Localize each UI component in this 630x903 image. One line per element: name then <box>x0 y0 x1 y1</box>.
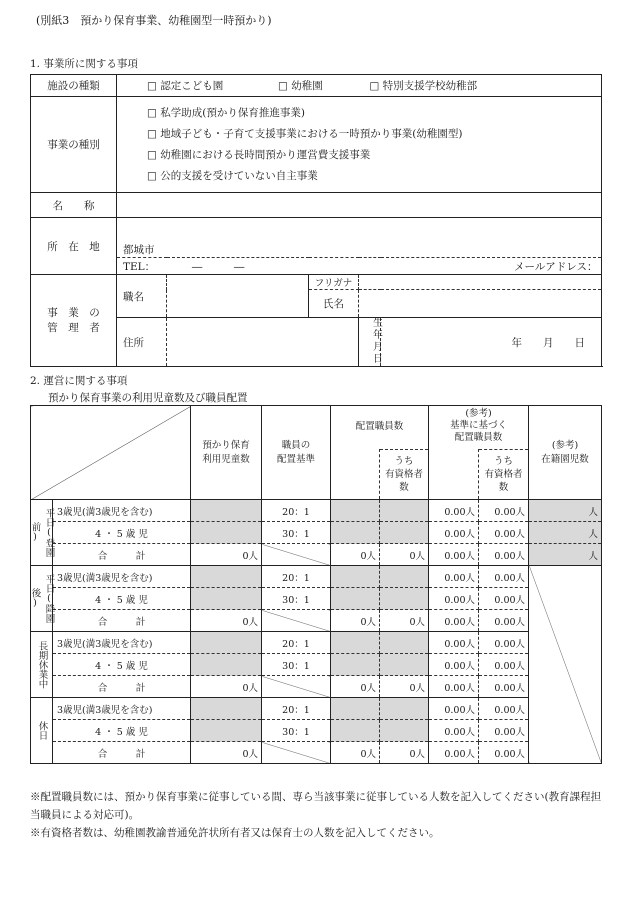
staff-count[interactable] <box>331 698 380 720</box>
staff-ratio: 20：1 <box>262 698 331 720</box>
row-label: 合 計 <box>53 676 191 698</box>
form-header: (別紙3 預かり保育事業、幼稚園型一時預かり) <box>36 14 272 27</box>
business-type-options <box>117 97 602 193</box>
children-count[interactable] <box>191 588 262 610</box>
facility-type-options[interactable] <box>117 75 602 97</box>
children-count[interactable]: 0人 <box>191 742 262 764</box>
residence-label: 住所 <box>117 318 167 367</box>
manager-label: 事 業 の 管 理 者 <box>31 275 117 367</box>
ref-staff: 0.00人 <box>429 500 479 522</box>
business-type-3[interactable]: □ 公的支援を受けていない自主事業 <box>147 169 318 182</box>
table-row <box>31 566 602 588</box>
business-type-0[interactable]: □ 私学助成(預かり保育推進事業) <box>147 106 305 119</box>
person-name-label: 氏名 <box>309 290 359 318</box>
staff-ratio: 20：1 <box>262 566 331 588</box>
header-ref-qualified: うち 有資格者 数 <box>479 450 529 500</box>
children-count[interactable]: 0人 <box>191 610 262 632</box>
header-staff: 配置職員数 <box>331 406 429 450</box>
facility-type-special[interactable]: □ 特別支援学校幼稚部 <box>369 80 478 92</box>
children-count[interactable]: 0人 <box>191 676 262 698</box>
group-label: 平日(降園後) <box>31 566 53 632</box>
ref-qualified: 0.00人 <box>479 632 529 654</box>
table-row <box>31 610 602 632</box>
birth-label: 生年 月日 <box>359 318 381 367</box>
email-label: メールアドレス： <box>359 258 602 275</box>
qualified-count[interactable]: 0人 <box>380 742 429 764</box>
header-ratio: 職員の 配置基準 <box>262 406 331 500</box>
row-label: 合 計 <box>53 742 191 764</box>
ref-staff: 0.00人 <box>429 566 479 588</box>
address-field[interactable]: 都城市 <box>117 218 602 258</box>
residence-field[interactable] <box>167 318 359 367</box>
staff-count[interactable] <box>331 522 380 544</box>
header-children: 預かり保育 利用児童数 <box>191 406 262 500</box>
row-label: 3歳児(満3歳児を含む) <box>53 698 191 720</box>
ref-staff: 0.00人 <box>429 544 479 566</box>
note-2: ※有資格者数は、幼稚園教諭普通免許状所有者又は保育士の人数を記入してください。 <box>30 827 440 839</box>
person-name-field[interactable] <box>359 290 602 318</box>
staff-count[interactable]: 0人 <box>331 544 380 566</box>
ref-staff: 0.00人 <box>429 610 479 632</box>
row-label: 3歳児(満3歳児を含む) <box>53 500 191 522</box>
row-label: 4 ・ 5 歳 児 <box>53 522 191 544</box>
enrolled-na <box>529 566 602 764</box>
children-count[interactable] <box>191 654 262 676</box>
facility-type-label: 施設の種類 <box>31 75 117 97</box>
ref-qualified: 0.00人 <box>479 566 529 588</box>
qualified-count[interactable] <box>380 720 429 742</box>
staff-ratio: 20：1 <box>262 500 331 522</box>
enrolled-count[interactable]: 人 <box>529 500 602 522</box>
ref-qualified: 0.00人 <box>479 610 529 632</box>
ref-qualified: 0.00人 <box>479 588 529 610</box>
children-count[interactable]: 0人 <box>191 544 262 566</box>
ref-staff: 0.00人 <box>429 720 479 742</box>
staff-count[interactable] <box>331 588 380 610</box>
children-count[interactable] <box>191 720 262 742</box>
ref-staff: 0.00人 <box>429 676 479 698</box>
enrolled-count[interactable]: 人 <box>529 522 602 544</box>
children-count[interactable] <box>191 566 262 588</box>
children-count[interactable] <box>191 500 262 522</box>
ref-staff: 0.00人 <box>429 742 479 764</box>
row-label: 合 計 <box>53 544 191 566</box>
qualified-count[interactable] <box>380 566 429 588</box>
ref-qualified: 0.00人 <box>479 522 529 544</box>
business-type-label: 事業の種別 <box>31 97 117 193</box>
facility-type-kindergarten[interactable]: □ 幼稚園 <box>277 80 323 92</box>
name-label: 名 称 <box>31 193 117 218</box>
name-field[interactable] <box>117 193 602 218</box>
qualified-count[interactable] <box>380 500 429 522</box>
staff-count[interactable] <box>331 654 380 676</box>
table-row <box>31 522 602 544</box>
section2-subtitle: 預かり保育事業の利用児童数及び職員配置 <box>48 392 248 404</box>
furigana-label: フリガナ <box>309 275 359 290</box>
staff-ratio: 30：1 <box>262 522 331 544</box>
group-label: 平日(登園前) <box>31 500 53 566</box>
ref-qualified: 0.00人 <box>479 654 529 676</box>
table-row <box>31 588 602 610</box>
section2-title: 2. 運営に関する事項 <box>30 375 128 387</box>
staff-count[interactable]: 0人 <box>331 676 380 698</box>
enrolled-count[interactable]: 人 <box>529 544 602 566</box>
ref-staff: 0.00人 <box>429 588 479 610</box>
staff-count[interactable] <box>331 632 380 654</box>
header-qualified: うち 有資格者 数 <box>380 450 429 500</box>
row-label: 4 ・ 5 歳 児 <box>53 588 191 610</box>
row-label: 合 計 <box>53 610 191 632</box>
table-row <box>31 654 602 676</box>
staff-count[interactable]: 0人 <box>331 742 380 764</box>
staff-count[interactable] <box>331 566 380 588</box>
staff-count[interactable] <box>331 720 380 742</box>
qualified-count[interactable] <box>380 698 429 720</box>
table-row <box>31 742 602 764</box>
table-row <box>31 720 602 742</box>
staff-ratio: 30：1 <box>262 720 331 742</box>
staff-count[interactable]: 0人 <box>331 610 380 632</box>
note-1: ※配置職員数には、預かり保育事業に従事している間、専ら当該事業に従事している人数を記入してください(教育課程担当職員による対応可)。 <box>30 791 602 821</box>
ref-staff: 0.00人 <box>429 522 479 544</box>
qualified-count[interactable] <box>380 654 429 676</box>
ref-staff: 0.00人 <box>429 698 479 720</box>
qualified-count[interactable]: 0人 <box>380 610 429 632</box>
position-field[interactable] <box>167 275 309 318</box>
header-enrolled: (参考) 在籍園児数 <box>529 406 602 500</box>
staff-ratio: 30：1 <box>262 588 331 610</box>
table-row <box>31 676 602 698</box>
staff-ratio <box>262 742 331 764</box>
qualified-count[interactable] <box>380 522 429 544</box>
children-count[interactable] <box>191 698 262 720</box>
table-row <box>31 500 602 522</box>
business-type-1[interactable]: □ 地域子ども・子育て支援事業における一時預かり事業(幼稚園型) <box>147 127 463 140</box>
ref-staff: 0.00人 <box>429 632 479 654</box>
group-label: 長期休業中 <box>31 632 53 698</box>
corner-cell <box>31 406 191 500</box>
ref-staff: 0.00人 <box>429 654 479 676</box>
ref-qualified: 0.00人 <box>479 676 529 698</box>
qualified-count[interactable]: 0人 <box>380 676 429 698</box>
table-row <box>31 698 602 720</box>
ref-qualified: 0.00人 <box>479 698 529 720</box>
staffing-table <box>30 405 602 764</box>
facility-table <box>30 74 602 367</box>
row-label: 3歳児(満3歳児を含む) <box>53 632 191 654</box>
staff-ratio <box>262 610 331 632</box>
staff-ratio: 20：1 <box>262 632 331 654</box>
qualified-count[interactable] <box>380 632 429 654</box>
header-ref-staff: (参考) 基準に基づく 配置職員数 <box>429 406 529 450</box>
table-row <box>31 544 602 566</box>
row-label: 4 ・ 5 歳 児 <box>53 654 191 676</box>
birth-field[interactable]: 年 月 日 <box>381 318 602 367</box>
business-type-2[interactable]: □ 幼稚園における長時間預かり運営費支援事業 <box>147 148 371 161</box>
staff-count[interactable] <box>331 500 380 522</box>
qualified-count[interactable]: 0人 <box>380 544 429 566</box>
children-count[interactable] <box>191 522 262 544</box>
staff-ratio <box>262 544 331 566</box>
section1-title: 1. 事業所に関する事項 <box>30 58 138 70</box>
notes <box>30 788 605 842</box>
address-label: 所 在 地 <box>31 218 117 275</box>
ref-qualified: 0.00人 <box>479 742 529 764</box>
row-label: 4 ・ 5 歳 児 <box>53 720 191 742</box>
table-row <box>31 632 602 654</box>
staff-ratio: 30：1 <box>262 654 331 676</box>
children-count[interactable] <box>191 632 262 654</box>
position-label: 職名 <box>117 275 167 318</box>
qualified-count[interactable] <box>380 588 429 610</box>
tel-field[interactable]: TEL： ― ― <box>117 258 359 275</box>
group-label: 休日 <box>31 698 53 764</box>
ref-qualified: 0.00人 <box>479 500 529 522</box>
row-label: 3歳児(満3歳児を含む) <box>53 566 191 588</box>
ref-qualified: 0.00人 <box>479 720 529 742</box>
facility-type-kodomoen[interactable]: □ 認定こども園 <box>147 80 224 92</box>
furigana-field[interactable] <box>359 275 602 290</box>
staff-ratio <box>262 676 331 698</box>
ref-qualified: 0.00人 <box>479 544 529 566</box>
